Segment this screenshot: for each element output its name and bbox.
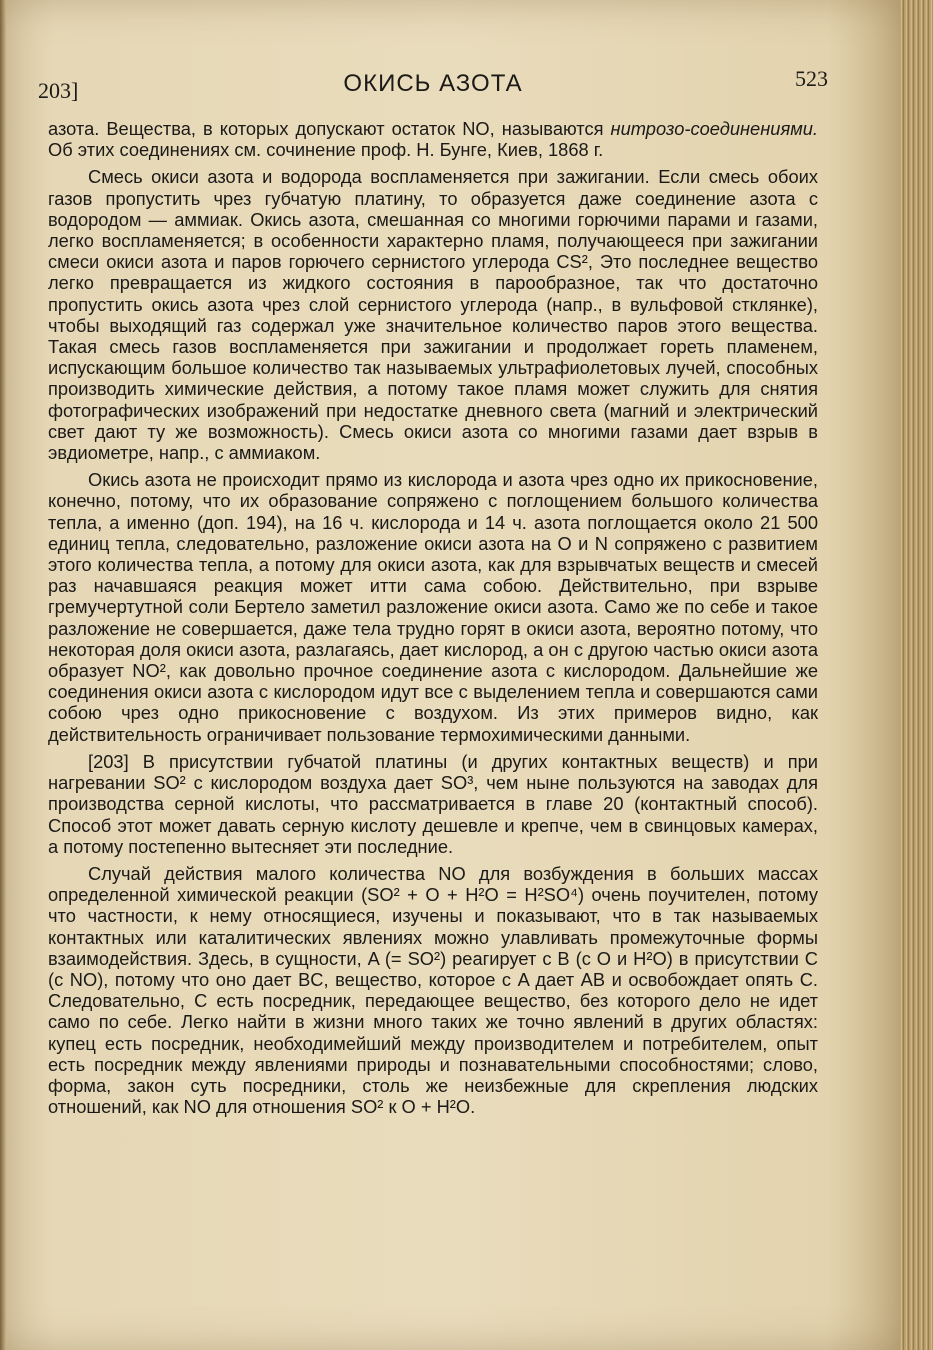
page-gutter	[0, 0, 6, 1350]
italic-term: нитрозо-соединениями.	[610, 118, 818, 139]
paragraph-5: Случай действия малого количества NO для возбуждения в больших массах определенной химической реакции (SO² + O + H²O = H²SO⁴) очень поучителен, потому что частности, к нему относящиеся, изучены и показывают, что в так называемых контактных или каталитических явлениях можно улавливать промежуточные формы взаимодействия. Здесь, в сущности, A (= SO²) реагирует с B (с O и H²O) в присутствии C (с NO), потому что оно дает BC, вещество, которое с A дает AB и освобождает опять C. Следовательно, C есть посредник, передающее вещество, без которого дело не идет само по себе. Легко найти в жизни много таких же точно явлений в других областях: купец есть посредник, необходимейший между производителем и потребителем, опыт есть посредник между явлениями природы и познавательными способностями; слово, форма, закон суть посредники, столь же неизбежные для скрепления людских отношений, как NO для отношения SO² к O + H²O.	[48, 862, 818, 1118]
section-number: 203]	[38, 78, 79, 103]
paragraph-4: [203] В присутствии губчатой платины (и других контактных веществ) и при нагревании SO² с кислородом воздуха дает SO³, чем ныне пользуются на заводах для производства серной кислоты, что рассматривается в главе 20 (контактный способ). Способ этот может давать серную кислоту дешевле и крепче, чем в свинцовых камерах, а потому постепенно вытесняет эти последние.	[48, 750, 818, 857]
paragraph-1-tail: Об этих соединениях см. сочинение проф. Н. Бунге, Киев, 1868 г.	[48, 139, 604, 161]
page-stack-edge	[900, 0, 933, 1350]
paragraph-2: Смесь окиси азота и водорода воспламеняется при зажигании. Если смесь обоих газов пропустить чрез губчатую платину, то образуется даже соединение азота с водородом — аммиак. Окись азота, смешанная со многими горючими парами и газами, легко воспламеняется; в особенности характерно пламя, получающееся при зажигании смеси окиси азота и паров горючего сернистого углерода CS², Это последнее вещество легко превращается из жидкого состояния в парообразное, так что достаточно пропустить окись азота чрез слой сернистого углерода (напр., в вульфовой стклянке), чтобы выходящий газ содержал уже значительное количество паров этого вещества. Такая смесь газов воспламеняется при зажигании и продолжает гореть пламенем, испускающим большое количество так называемых ультрафиолетовых лучей, способных производить химические действия, а потому такое пламя может служить для снятия фотографических изображений при недостатке дневного света (магний и электрический свет дают ту же возможность). Смесь окиси азота со многими газами дает взрыв в эвдиометре, напр., с аммиаком.	[48, 166, 818, 464]
running-header	[38, 64, 828, 104]
page-number: 523	[795, 66, 828, 91]
page-body	[48, 118, 818, 1117]
paragraph-1	[48, 118, 818, 160]
page-title: ОКИСЬ АЗОТА	[343, 70, 523, 97]
paragraph-1-text: азота. Вещества, в которых допускают остаток NO, называются	[48, 118, 611, 139]
paragraph-3: Окись азота не происходит прямо из кислорода и азота чрез одно их прикосновение, конечно, потому, что их образование сопряжено с поглощением большого количества тепла, а именно (доп. 194), на 16 ч. кислорода и 14 ч. азота поглощается около 21 500 единиц тепла, следовательно, разложение окиси азота на O и N сопряжено с развитием этого количества тепла, а потому для окиси азота, как для взрывчатых веществ и смесей раз начавшаяся реакция может итти сама собою. Действительно, при взрыве гремучертутной соли Бертело заметил разложение окиси азота. Само же по себе и такое разложение не совершается, даже тела трудно горят в окиси азота, вероятно потому, что некоторая доля окиси азота, разлагаясь, дает кислород, а он с другою частью окиси азота образует NO², как довольно прочное соединение азота с кислородом. Дальнейшие же соединения окиси азота с кислородом идут все с выделением тепла и совершаются сами собою чрез одно прикосновение с воздухом. Из этих примеров видно, как действительность ограничивает пользование термохимическими данными.	[48, 469, 818, 745]
